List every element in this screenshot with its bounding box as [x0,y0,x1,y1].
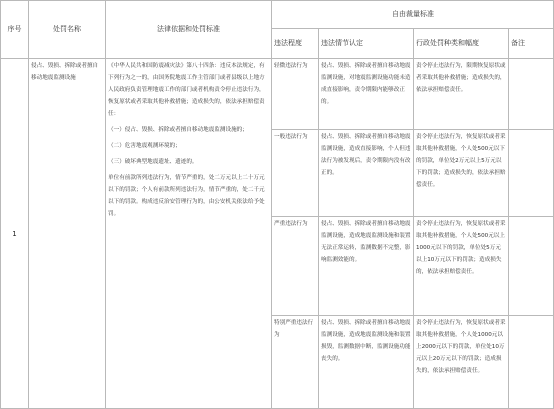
circumstance-serious: 侵占、毁损、拆除或者擅自移动地震监测设施，造成地震监测设施和装置无法正常运转，监测数据不完整，影响监测效能的。 [318,216,413,315]
remark-minor [508,58,554,129]
basis-paragraph: （一）侵占、毁损、拆除或者擅自移动地震监测设施的； [108,127,248,133]
header-penalty-type-range: 行政处罚种类和幅度 [413,28,508,58]
header-penalty-name: 处罚名称 [28,0,105,58]
header-circumstance: 违法情节认定 [318,28,413,58]
basis-paragraph: （二）危害地震观测环境的； [108,143,181,149]
penalty-very-serious: 责令停止违法行为，恢复原状或者采取其他补救措施，个人处1000元以上2000元以下的罚款，单位处10万元以上20万元以下的罚款；造成损失的，依法承担赔偿责任。 [413,315,508,409]
remark-very-serious [508,315,554,409]
basis-paragraph: 《中华人民共和国防震减灾法》第八十四条：违反本法规定，有下列行为之一的，由国务院地震工作主管部门或者县级以上地方人民政府负责管理地震工作的部门或者机构责令停止违法行为，恢复原状或者采取其他补救措施；造成损失的，依法承担赔偿责任： [108,63,265,117]
remark-general [508,129,554,216]
degree-general: 一般违法行为 [271,129,318,216]
header-remark: 备注 [508,28,554,58]
row-index: 1 [0,58,28,409]
circumstance-general: 侵占、毁损、拆除或者擅自移动地震监测设施，造成直接影响，个人但违法行为被发现后，责令期限内没有改正的。 [318,129,413,216]
header-seq: 序号 [0,0,28,58]
remark-serious [508,216,554,315]
basis-paragraph: （三）破坏典型地震遗址、遗迹的。 [108,159,198,165]
penalty-general: 责令停止违法行为，恢复原状或者采取其他补救措施，个人处500元以下的罚款，单位处2万元以上5万元以下的罚款；造成损失的，依法承担赔偿责任。 [413,129,508,216]
degree-minor: 轻微违法行为 [271,58,318,129]
header-discretion-standard: 自由裁量标准 [271,0,554,28]
circumstance-minor: 侵占、毁损、拆除或者擅自移动地震监测设施，对地震监测设施功能未造成直接影响，责令期限内能够改正的。 [318,58,413,129]
penalty-serious: 责令停止违法行为，恢复原状或者采取其他补救措施，个人处500元以上1000元以下的罚款，单位处5万元以上10万元以下的罚款；造成损失的，依法承担赔偿责任。 [413,216,508,315]
degree-serious: 严重违法行为 [271,216,318,315]
penalty-minor: 责令停止违法行为，限期恢复原状或者采取其他补救措施；造成损失的，依法承担赔偿责任。 [413,58,508,129]
degree-very-serious: 特别严重违法行为 [271,315,318,409]
header-violation-degree: 违法程度 [271,28,318,58]
header-legal-basis: 法律依据和处罚标准 [105,0,271,58]
circumstance-very-serious: 侵占、毁损、拆除或者擅自移动地震监测设施，造成地震监测设施和装置损毁，监测数据中断，监测设施功能丧失的。 [318,315,413,409]
basis-paragraph: 单位有前款所列违法行为，情节严重的，处二万元以上二十万元以下的罚款；个人有前款所列违法行为，情节严重的，处二千元以下的罚款。构成违反治安管理行为的，由公安机关依法给予处罚。 [108,175,265,217]
penalty-name: 侵占、毁损、拆除或者擅自移动地震监测设施 [28,58,105,409]
legal-basis-text [105,58,271,409]
